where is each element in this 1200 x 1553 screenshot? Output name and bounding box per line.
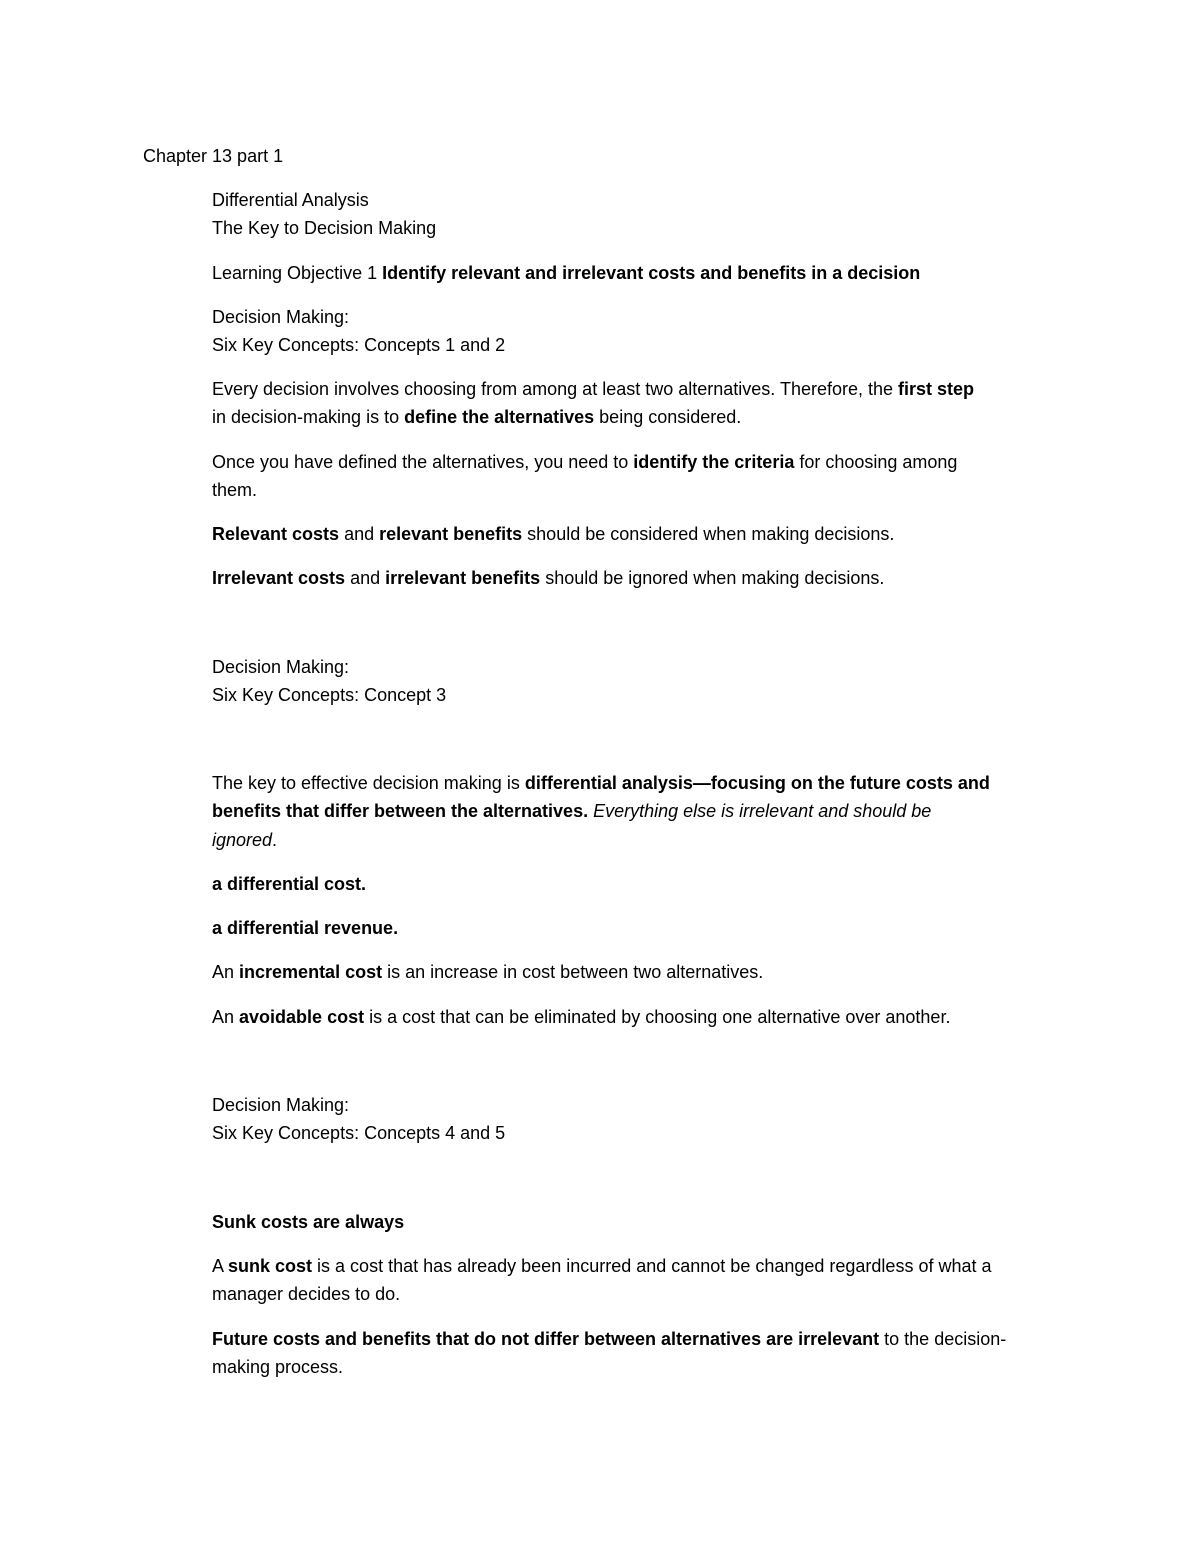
- text-run: is a cost that has already been incurred and cannot be changed regardless of what a: [312, 1256, 992, 1276]
- text-run: in decision-making is to: [212, 407, 405, 427]
- text-run: An: [212, 962, 240, 982]
- heading-line-1: Differential Analysis: [212, 190, 369, 210]
- bold-run: sunk cost: [228, 1256, 313, 1276]
- text-run: for choosing among: [794, 452, 958, 472]
- document-title: Chapter 13 part 1: [143, 146, 284, 166]
- bold-run: avoidable cost: [239, 1007, 365, 1027]
- section-2-title: Decision Making:: [212, 657, 350, 677]
- text-run: Once you have defined the alternatives, you need to: [212, 452, 634, 472]
- bold-run: irrelevant benefits: [385, 568, 541, 588]
- section-3-subtitle: Six Key Concepts: Concepts 4 and 5: [212, 1123, 506, 1143]
- section-1-paragraph-3: [212, 520, 894, 548]
- section-3-bold-line: [212, 1208, 404, 1236]
- section-3-paragraph-2-line-1: [212, 1325, 1006, 1353]
- objective-label: Learning Objective 1: [212, 263, 383, 283]
- section-1-paragraph-4: [212, 564, 884, 592]
- bold-run: Sunk costs are always: [212, 1212, 405, 1232]
- section-2-item-2: [212, 914, 398, 942]
- bold-run: a differential revenue.: [212, 918, 399, 938]
- section-3-paragraph-1-line-2: manager decides to do.: [212, 1284, 401, 1304]
- section-2-paragraph-1-line-1: [212, 769, 990, 797]
- bold-run: differential analysis—focusing on the future costs and: [524, 773, 990, 793]
- text-run: .: [272, 830, 278, 850]
- learning-objective: [212, 259, 920, 287]
- bold-run: relevant benefits: [379, 524, 523, 544]
- text-run: and: [345, 568, 386, 588]
- text-run: is a cost that can be eliminated by choosing one alternative over another.: [364, 1007, 951, 1027]
- section-2-subtitle: Six Key Concepts: Concept 3: [212, 685, 447, 705]
- heading-line-2: The Key to Decision Making: [212, 218, 437, 238]
- text-run: The key to effective decision making is: [212, 773, 525, 793]
- section-2-item-1: [212, 870, 366, 898]
- objective-text: Identify relevant and irrelevant costs and benefits in a decision: [382, 263, 921, 283]
- section-1-subtitle: Six Key Concepts: Concepts 1 and 2: [212, 335, 506, 355]
- bold-run: a differential cost.: [212, 874, 367, 894]
- text-run: Every decision involves choosing from among at least two alternatives. Therefore, the: [212, 379, 899, 399]
- italic-run: Everything else is irrelevant and should be: [588, 801, 932, 821]
- bold-run: Relevant costs: [212, 524, 340, 544]
- section-2-paragraph-3: [212, 1003, 950, 1031]
- section-1-paragraph-1-line-1: [212, 375, 974, 403]
- text-run: and: [339, 524, 380, 544]
- bold-run: benefits that differ between the alternatives.: [212, 801, 589, 821]
- text-run: A: [212, 1256, 229, 1276]
- italic-run: ignored: [212, 830, 273, 850]
- text-run: being considered.: [594, 407, 742, 427]
- section-2-paragraph-1-line-2: [212, 797, 931, 825]
- section-3-paragraph-1-line-1: [212, 1252, 992, 1280]
- section-1-title: Decision Making:: [212, 307, 350, 327]
- section-3-paragraph-2-line-2: making process.: [212, 1357, 344, 1377]
- section-1-paragraph-2-line-1: [212, 448, 957, 476]
- text-run: is an increase in cost between two alternatives.: [382, 962, 764, 982]
- section-2-paragraph-1-line-3: [212, 826, 277, 854]
- text-run: should be considered when making decisions.: [522, 524, 895, 544]
- text-run: should be ignored when making decisions.: [540, 568, 885, 588]
- section-2-paragraph-2: [212, 958, 763, 986]
- bold-run: identify the criteria: [633, 452, 795, 472]
- text-run: An: [212, 1007, 240, 1027]
- bold-run: first step: [898, 379, 975, 399]
- section-1-paragraph-2-line-2: them.: [212, 480, 258, 500]
- bold-run: Irrelevant costs: [212, 568, 346, 588]
- bold-run: incremental cost: [239, 962, 383, 982]
- section-3-title: Decision Making:: [212, 1095, 350, 1115]
- bold-run: define the alternatives: [404, 407, 595, 427]
- section-1-paragraph-1-line-2: [212, 403, 741, 431]
- text-run: to the decision-: [879, 1329, 1007, 1349]
- bold-run: Future costs and benefits that do not differ between alternatives are irrelevant: [212, 1329, 880, 1349]
